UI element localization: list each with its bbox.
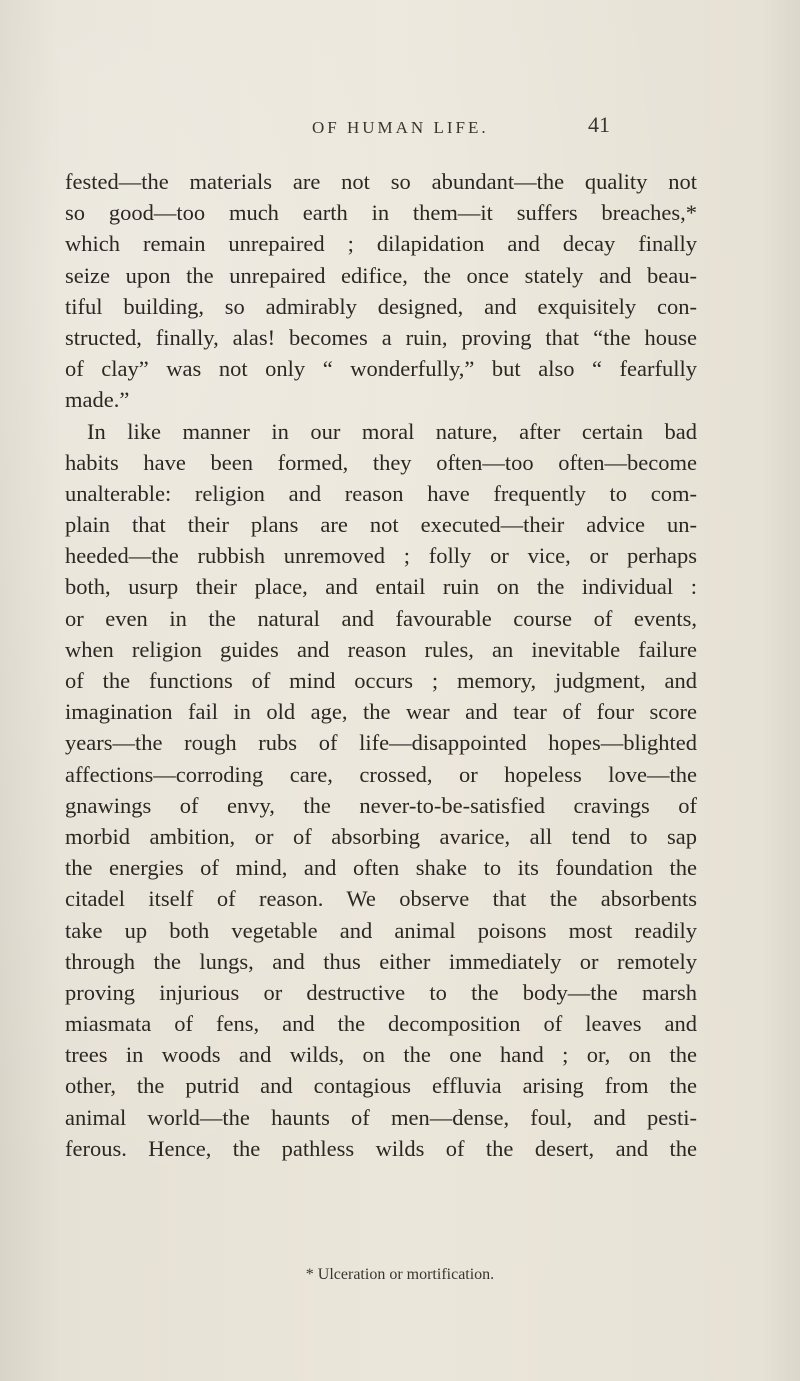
running-head: OF HUMAN LIFE. [312,118,489,137]
text-line: animal world—the haunts of men—dense, foul, and pesti- [65,1104,697,1130]
footnote: * Ulceration or mortification. [305,1266,495,1283]
text-line: years—the rough rubs of life—disappointed hopes—blighted [65,730,697,756]
text-line: other, the putrid and contagious effluvia arising from the [65,1073,697,1099]
text-line: or even in the natural and favourable course of events, [65,605,697,631]
text-line: morbid ambition, or of absorbing avarice, all tend to sap [65,823,697,849]
text-line: proving injurious or destructive to the body—the marsh [65,979,697,1005]
page-header [0,112,800,142]
page-number: 41 [588,112,610,137]
text-line: so good—too much earth in them—it suffers breaches,* [65,200,697,226]
text-line: trees in woods and wilds, on the one hand ; or, on the [65,1042,697,1068]
text-line: In like manner in our moral nature, after certain bad [87,418,697,444]
text-line: the energies of mind, and often shake to its foundation the [65,855,697,881]
text-line: miasmata of fens, and the decomposition of leaves and [65,1011,697,1037]
text-line: which remain unrepaired ; dilapidation and decay finally [65,231,697,257]
text-line: made.” [65,387,130,413]
text-line: fested—the materials are not so abundant—the quality not [65,169,697,194]
text-line: unalterable: religion and reason have frequently to com- [65,480,697,506]
text-line: affections—corroding care, crossed, or hopeless love—the [65,761,697,787]
text-line: ferous. Hence, the pathless wilds of the desert, and the [65,1135,697,1161]
text-line: of the functions of mind occurs ; memory, judgment, and [65,668,697,693]
text-line: take up both vegetable and animal poisons most readily [65,917,697,943]
text-line: habits have been formed, they often—too often—become [65,449,697,475]
text-line: when religion guides and reason rules, an inevitable failure [65,636,697,662]
text-line: through the lungs, and thus either immediately or remotely [65,948,697,974]
text-line: of clay” was not only “ wonderfully,” but also “ fearfully [65,356,697,382]
text-line: tiful building, so admirably designed, and exquisitely con- [65,293,697,319]
text-line: seize upon the unrepaired edifice, the once stately and beau- [65,262,697,288]
text-line: imagination fail in old age, the wear and tear of four score [65,699,697,725]
text-line: structed, finally, alas! becomes a ruin, proving that “the house [65,324,697,350]
text-line: gnawings of envy, the never-to-be-satisfied cravings of [65,792,697,818]
body-text [65,166,697,1164]
text-line: both, usurp their place, and entail ruin on the individual : [65,574,697,600]
text-line: heeded—the rubbish unremoved ; folly or vice, or perhaps [65,543,697,569]
text-line: citadel itself of reason. We observe that the absorbents [65,886,697,912]
text-line: plain that their plans are not executed—their advice un- [65,512,697,538]
